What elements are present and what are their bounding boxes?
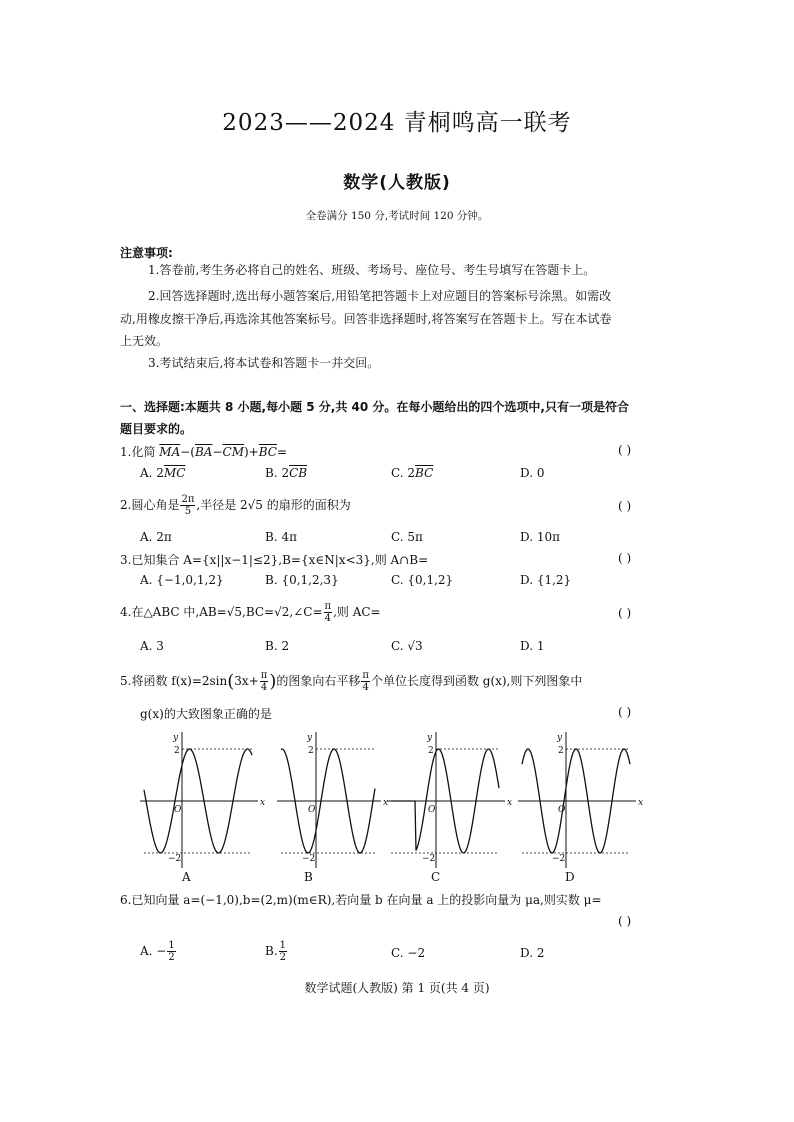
q5-suffix: 个单位长度得到函数 g(x),则下列图象中: [370, 674, 583, 688]
question-1: [120, 443, 287, 460]
q4-option-a[interactable]: A. 3: [140, 639, 164, 653]
q3-option-c[interactable]: C. {0,1,2}: [391, 573, 454, 587]
q5-num2: π: [362, 670, 369, 681]
origin-label-a: O: [174, 805, 182, 815]
x-label-d: x: [638, 798, 644, 808]
note-2-cont: 动,用橡皮擦干净后,再选涂其他答案标号。回答非选择题时,将答案写在答题卡上。写在本试卷: [120, 312, 612, 326]
notes-heading: 注意事项:: [120, 246, 173, 260]
question-6: 6.已知向量 a=(−1,0),b=(2,m)(m∈R),若向量 b 在向量 a 上的投影向量为 μa,则实数 μ=: [120, 893, 602, 907]
q3-option-a[interactable]: A. {−1,0,1,2}: [140, 573, 224, 587]
tick-2-a: 2: [174, 746, 180, 756]
q2-fraction: [180, 494, 195, 517]
graph-label-b[interactable]: B: [304, 870, 313, 884]
note-2: 2.回答选择题时,选出每小题答案后,用铅笔把答题卡上对应题目的答案标号涂黑。如需改: [148, 289, 612, 303]
section-heading-line1: 一、选择题:本题共 8 小题,每小题 5 分,共 40 分。在每小题给出的四个选项中,只有一项是符合: [120, 400, 629, 414]
x-label-b: x: [383, 798, 389, 808]
graph-a: [140, 732, 265, 868]
q6-option-d[interactable]: D. 2: [520, 946, 545, 960]
tick-neg2-c: −2: [422, 854, 436, 864]
q1-b-pre: B. 2: [265, 466, 290, 480]
q6-a-frac: [167, 940, 175, 963]
q2-option-d[interactable]: D. 10π: [520, 530, 560, 544]
q2-option-c[interactable]: C. 5π: [391, 530, 423, 544]
answer-paren-q4[interactable]: ( ): [618, 606, 632, 620]
q5-num1: π: [260, 670, 268, 681]
q1-c-vec: $\overline{BC}$: [415, 466, 434, 480]
section-heading-line2: 题目要求的。: [120, 422, 193, 436]
q1-b-vec: $\overline{CB}$: [289, 466, 308, 480]
question-3: 3.已知集合 A={x||x−1|≤2},B={x∈N|x<3},则 A∩B=: [120, 553, 429, 567]
q6-option-c[interactable]: C. −2: [391, 946, 426, 960]
q5-den2: 4: [362, 682, 369, 693]
graph-label-a[interactable]: A: [182, 870, 191, 884]
x-label-a: x: [260, 798, 266, 808]
q6-option-b[interactable]: [265, 940, 288, 963]
q3-option-b[interactable]: B. {0,1,2,3}: [265, 573, 339, 587]
q1-eq: =: [276, 445, 288, 459]
y-label-b: y: [307, 733, 313, 743]
origin-label-b: O: [308, 805, 316, 815]
y-label-d: y: [557, 733, 563, 743]
graph-c: [387, 732, 512, 868]
q3-option-d[interactable]: D. {1,2}: [520, 573, 572, 587]
q1-option-a[interactable]: [140, 466, 185, 480]
answer-paren-q5[interactable]: ( ): [618, 705, 632, 719]
question-5: [120, 670, 582, 693]
q1-option-c[interactable]: [391, 466, 433, 480]
q5-inner: 3x+: [234, 674, 259, 688]
q1-option-b[interactable]: [265, 466, 307, 480]
origin-label-c: O: [428, 805, 436, 815]
q4-option-b[interactable]: B. 2: [265, 639, 290, 653]
q6-a-den: 2: [168, 952, 175, 963]
question-2: [120, 494, 351, 517]
q4-prefix: 4.在△ABC 中,AB=√5,BC=√2,∠C=: [120, 605, 323, 619]
q1-vector-ma: $\overline{MA}$: [159, 445, 181, 459]
graph-b: [277, 732, 388, 868]
q2-num: 2π: [181, 494, 195, 505]
tick-neg2-b: −2: [302, 854, 316, 864]
q2-option-a[interactable]: A. 2π: [140, 530, 172, 544]
graph-label-d[interactable]: D: [565, 870, 575, 884]
graph-label-c[interactable]: C: [431, 870, 441, 884]
q6-b-frac: [279, 940, 287, 963]
tick-2-d: 2: [558, 746, 564, 756]
y-label-a: y: [173, 733, 179, 743]
q6-a-pre: A. −: [140, 944, 167, 958]
q4-option-d[interactable]: D. 1: [520, 639, 545, 653]
q5-prefix: 5.将函数 f(x)=2sin: [120, 674, 228, 688]
note-1: 1.答卷前,考生务必将自己的姓名、班级、考场号、座位号、考生号填写在答题卡上。: [148, 263, 596, 277]
y-label-c: y: [427, 733, 433, 743]
q6-a-num: 1: [168, 940, 175, 951]
question-4: [120, 601, 381, 624]
q2-den: 5: [184, 506, 192, 517]
q1-op2: −: [212, 445, 223, 459]
tick-2-b: 2: [308, 746, 314, 756]
q5-fraction-1: [260, 670, 269, 693]
q5-lparen: (: [227, 671, 235, 692]
q1-c-pre: C. 2: [391, 466, 416, 480]
subject-title: 数学(人教版): [343, 173, 451, 193]
tick-2-c: 2: [428, 746, 434, 756]
q6-b-den: 2: [279, 952, 287, 963]
q5-fraction-2: [361, 670, 370, 693]
q1-op1: −(: [180, 445, 195, 459]
q5-mid: 的图象向右平移: [276, 674, 361, 688]
answer-paren-q6[interactable]: ( ): [618, 914, 632, 928]
x-label-c: x: [507, 798, 513, 808]
q1-a-vec: $\overline{MC}$: [163, 466, 186, 480]
graph-d: [518, 732, 643, 868]
note-3: 3.考试结束后,将本试卷和答题卡一并交回。: [148, 356, 380, 370]
exam-info: 全卷满分 150 分,考试时间 120 分钟。: [305, 210, 489, 222]
q1-vector-ba: $\overline{BA}$: [194, 445, 213, 459]
question-5-line2: g(x)的大致图象正确的是: [140, 707, 272, 721]
note-2-end: 上无效。: [120, 334, 169, 348]
tick-neg2-a: −2: [168, 854, 182, 864]
q4-suffix: ,则 AC=: [333, 605, 381, 619]
q6-b-num: 1: [279, 940, 287, 951]
q5-graphs: [136, 728, 656, 888]
q1-vector-bc: $\overline{BC}$: [258, 445, 277, 459]
answer-paren-q3[interactable]: ( ): [618, 551, 632, 565]
page-footer: 数学试题(人教版) 第 1 页(共 4 页): [304, 981, 490, 995]
q1-vector-cm: $\overline{CM}$: [222, 445, 244, 459]
q4-fraction: [324, 601, 333, 624]
q5-rparen: ): [269, 671, 277, 692]
q1-op3: )+: [244, 445, 259, 459]
answer-paren-q1[interactable]: ( ): [618, 443, 632, 457]
exam-title: 2023——2024 青桐鸣高一联考: [222, 110, 572, 136]
q5-den1: 4: [260, 682, 268, 693]
q2-suffix: ,半径是 2√5 的扇形的面积为: [196, 498, 351, 512]
q2-prefix: 2.圆心角是: [120, 498, 180, 512]
tick-neg2-d: −2: [552, 854, 566, 864]
answer-paren-q2[interactable]: ( ): [618, 499, 632, 513]
q1-prefix: 1.化简: [120, 445, 156, 459]
origin-label-d: O: [558, 805, 566, 815]
q2-option-b[interactable]: B. 4π: [265, 530, 297, 544]
q4-option-c[interactable]: C. √3: [391, 639, 423, 653]
q6-b-pre: B.: [265, 944, 278, 958]
q6-option-a[interactable]: [140, 940, 177, 963]
q1-a-pre: A. 2: [140, 466, 164, 480]
q4-den: 4: [324, 613, 331, 624]
q4-num: π: [324, 601, 332, 612]
q1-option-d[interactable]: D. 0: [520, 466, 545, 480]
